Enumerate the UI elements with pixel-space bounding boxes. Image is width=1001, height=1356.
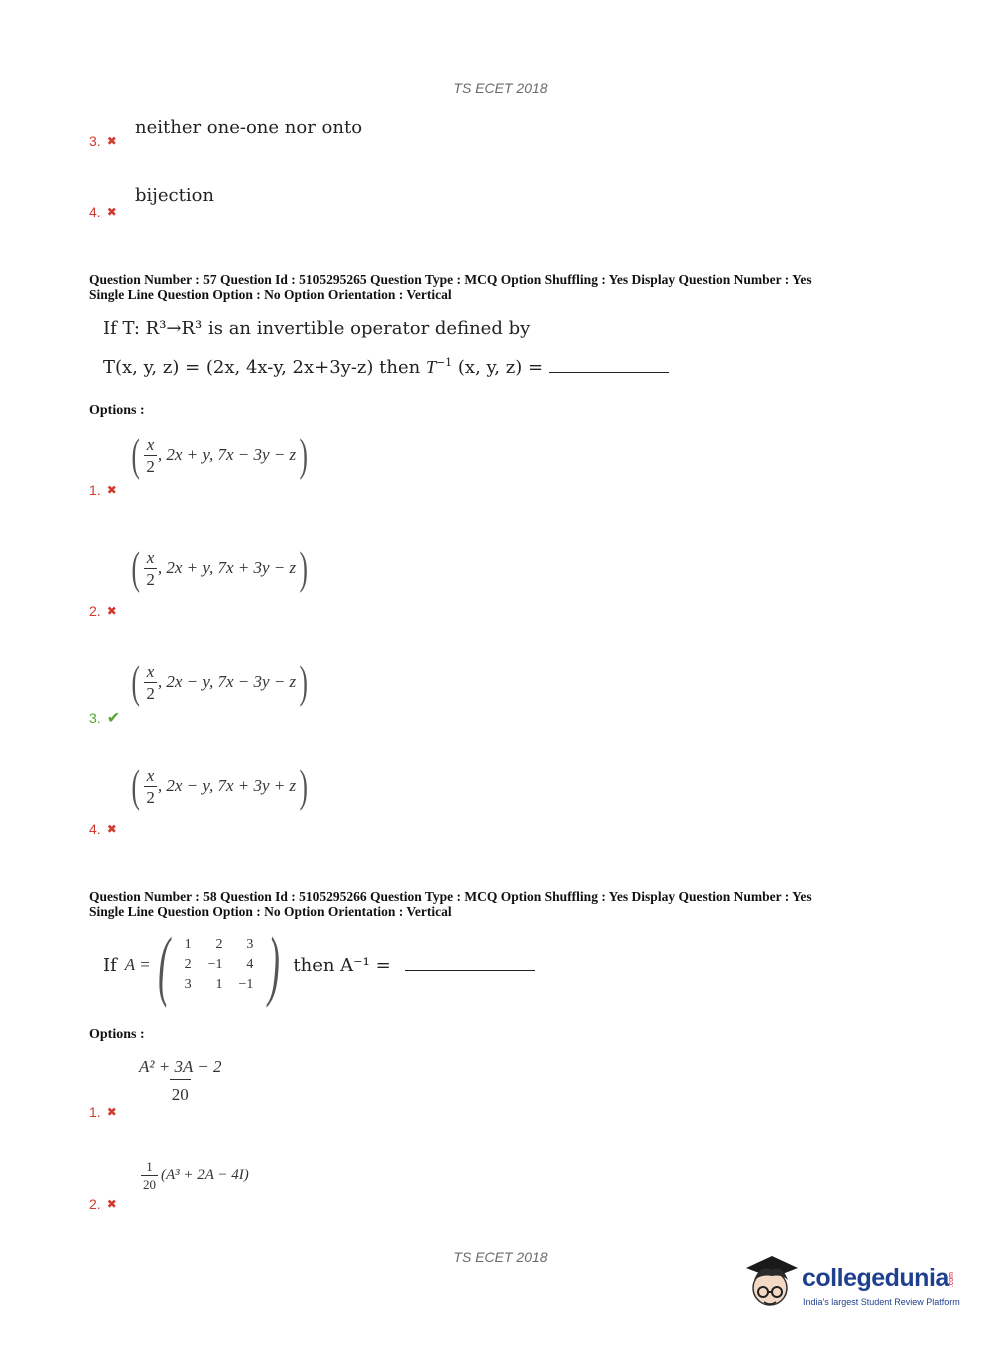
prev-option-4-number: 4. ✖ bbox=[89, 204, 117, 220]
logo-tagline: India's largest Student Review Platform bbox=[803, 1297, 960, 1307]
wrong-mark-icon: ✖ bbox=[106, 1197, 117, 1211]
wrong-mark-icon: ✖ bbox=[106, 205, 117, 219]
page-footer: TS ECET 2018 bbox=[453, 1249, 548, 1265]
q58-option-1-expr: $\frac{\text{A² + 3A − 2}}{20}$ bbox=[139, 1057, 222, 1104]
q58-option-2-expr: $\frac{1}{20}$ (A³ + 2A − 4I) bbox=[143, 1159, 249, 1192]
page-header: TS ECET 2018 bbox=[453, 80, 548, 96]
q57-option-4-expr: ( $\frac{x}{2}$ , 2x − y, 7x + 3y + z ) bbox=[131, 760, 308, 811]
q57-stem-line1: If T: R³→R³ is an invertible operator defined by bbox=[103, 318, 531, 339]
wrong-mark-icon: ✖ bbox=[106, 134, 117, 148]
prev-option-3-text: neither one-one nor onto bbox=[135, 117, 363, 138]
q58-stem: If A = ( 1 2 3 2 −1 4 3 1 −1 ) then A⁻¹ = bbox=[103, 926, 535, 1004]
prev-option-3-number: 3. ✖ bbox=[89, 133, 117, 149]
q57-option-2-number: 2. ✖ bbox=[89, 603, 117, 619]
q57-meta: Question Number : 57 Question Id : 5105295265 Question Type : MCQ Option Shuffling : Yes Display Question Number : Yes Single Line Question Option : No Option Orientation : Vertical bbox=[89, 272, 812, 302]
answer-blank bbox=[549, 371, 669, 373]
q58-options-label: Options : bbox=[89, 1027, 145, 1042]
q58-meta: Question Number : 58 Question Id : 5105295266 Question Type : MCQ Option Shuffling : Yes Display Question Number : Yes Single Line Question Option : No Option Orientation : Vertical bbox=[89, 889, 812, 919]
q57-option-4-number: 4. ✖ bbox=[89, 821, 117, 837]
matrix-A-label: A = bbox=[124, 955, 151, 974]
q57-option-3-expr: ( $\frac{x}{2}$ , 2x − y, 7x − 3y − z ) bbox=[131, 656, 308, 707]
correct-check-icon: ✔ bbox=[106, 710, 121, 727]
prev-option-4-text: bijection bbox=[135, 185, 215, 206]
q57-options-label: Options : bbox=[89, 403, 145, 418]
q57-option-1-number: 1. ✖ bbox=[89, 482, 117, 498]
wrong-mark-icon: ✖ bbox=[106, 1105, 117, 1119]
wrong-mark-icon: ✖ bbox=[106, 483, 117, 497]
mascot-icon bbox=[742, 1250, 800, 1312]
q57-option-3-number: 3. ✔ bbox=[89, 710, 121, 727]
q58-option-1-number: 1. ✖ bbox=[89, 1104, 117, 1120]
matrix-A: ( 1 2 3 2 −1 4 3 1 −1 ) bbox=[157, 921, 281, 1008]
q57-option-1-expr: ( $\frac{x}{2}$ , 2x + y, 7x − 3y − z ) bbox=[131, 429, 308, 480]
q57-stem-line2: T(x, y, z) = (2x, 4x-y, 2x+3y-z) then $T^{-1}$ (x, y, z) = bbox=[103, 356, 669, 378]
answer-blank bbox=[405, 969, 535, 971]
q57-option-2-expr: ( $\frac{x}{2}$ , 2x + y, 7x + 3y − z ) bbox=[131, 542, 308, 593]
wrong-mark-icon: ✖ bbox=[106, 604, 117, 618]
collegedunia-logo bbox=[742, 1250, 972, 1314]
q58-option-2-number: 2. ✖ bbox=[89, 1196, 117, 1212]
wrong-mark-icon: ✖ bbox=[106, 822, 117, 836]
logo-suffix: .com bbox=[948, 1272, 955, 1288]
logo-wordmark: collegedunia bbox=[802, 1264, 949, 1292]
